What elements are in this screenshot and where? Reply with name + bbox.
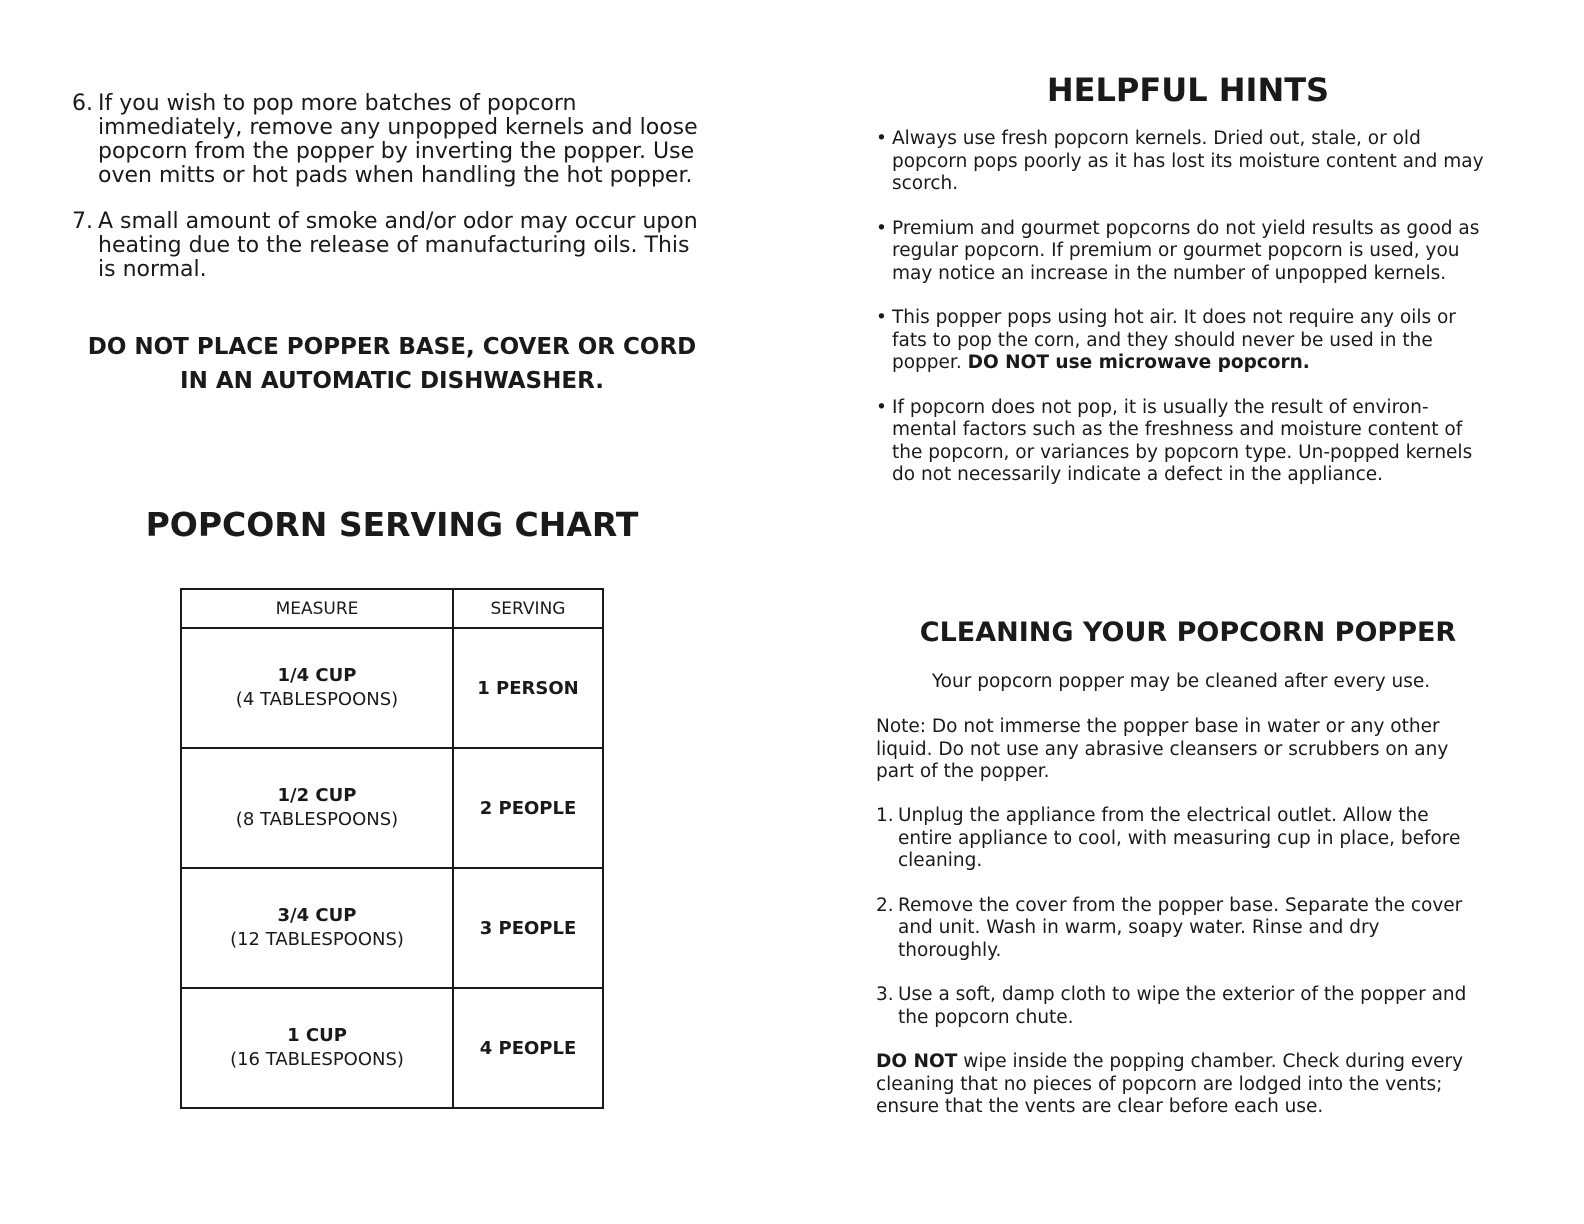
step-text: If you wish to pop more batches of popcorn immediately, remove any unpopped kernels and loose popcorn from the popper by inverting the popper. Use oven mitts or hot pads when handling the hot popper. xyxy=(98,91,698,188)
cleaning-intro: Your popcorn popper may be cleaned after every use. xyxy=(931,671,1431,692)
measure-cup: 1/4 CUP xyxy=(277,665,357,686)
measure-cup: 3/4 CUP xyxy=(277,905,357,926)
bullet-icon: • xyxy=(876,217,887,239)
serving-cell: 4 PEOPLE xyxy=(453,988,603,1108)
measure-cell xyxy=(181,628,453,748)
measure-cell xyxy=(181,868,453,988)
serving-chart-table xyxy=(180,588,604,1109)
hint-text: If popcorn does not pop, it is usually the result of environ-mental factors such as the freshness and moisture content of the popcorn, or variances by popcorn type. Un-popped kernels do not necessarily indicate a defect in the appliance. xyxy=(892,396,1473,485)
cleaning-step-3 xyxy=(876,984,1486,1029)
serving-cell: 3 PEOPLE xyxy=(453,868,603,988)
hint-text: Premium and gourmet popcorns do not yield results as good as regular popcorn. If premium or gourmet popcorn is used, you may notice an increase in the number of unpopped kernels. xyxy=(892,217,1480,284)
step-number: 2. xyxy=(876,894,894,916)
do-not-label: DO NOT xyxy=(876,1051,958,1072)
hint-item xyxy=(876,128,1486,196)
measure-cell xyxy=(181,988,453,1108)
final-cleaning-note xyxy=(876,1051,1486,1119)
step-number: 3. xyxy=(876,984,894,1005)
cleaning-title: CLEANING YOUR POPCORN POPPER xyxy=(919,617,1457,648)
cleaning-steps xyxy=(876,805,1486,1051)
helpful-hints-title: HELPFUL HINTS xyxy=(1046,71,1330,109)
step-number: 6. xyxy=(72,91,93,116)
cleaning-step-2 xyxy=(876,895,1486,963)
table-row xyxy=(181,628,603,748)
right-page xyxy=(792,0,1584,1224)
table-row xyxy=(181,748,603,868)
serving-cell: 1 PERSON xyxy=(453,628,603,748)
measure-tablespoons: (12 TABLESPOONS) xyxy=(230,929,404,950)
cleaning-step-1 xyxy=(876,805,1486,873)
measure-header: MEASURE xyxy=(181,589,453,628)
step-text: Use a soft, damp cloth to wipe the exterior of the popper and the popcorn chute. xyxy=(898,984,1467,1028)
measure-tablespoons: (4 TABLESPOONS) xyxy=(235,689,399,710)
table-row xyxy=(181,988,603,1108)
microwave-warning: DO NOT use microwave popcorn. xyxy=(967,352,1310,373)
measure-cup: 1 CUP xyxy=(287,1025,347,1046)
step-text: Remove the cover from the popper base. Separate the cover and unit. Wash in warm, soapy water. Rinse and dry thoroughly. xyxy=(898,894,1463,961)
serving-header: SERVING xyxy=(453,589,603,628)
step-text: A small amount of smoke and/or odor may occur upon heating due to the release of manufacturing oils. This is normal. xyxy=(98,209,698,282)
bullet-icon: • xyxy=(876,128,887,149)
final-note-text: wipe inside the popping chamber. Check during every cleaning that no pieces of popcorn are lodged into the vents; ensure that the vents are clear before each use. xyxy=(876,1051,1464,1117)
serving-cell: 2 PEOPLE xyxy=(453,748,603,868)
bullet-icon: • xyxy=(876,307,887,328)
measure-cell xyxy=(181,748,453,868)
instruction-steps xyxy=(72,92,712,304)
bullet-icon: • xyxy=(876,396,887,418)
cleaning-note: Note: Do not immerse the popper base in water or any other liquid. Do not use any abrasive cleansers or scrubbers on any part of the popper. xyxy=(876,716,1449,782)
hint-item xyxy=(876,218,1486,286)
measure-tablespoons: (16 TABLESPOONS) xyxy=(230,1049,404,1070)
serving-chart-title: POPCORN SERVING CHART xyxy=(145,505,639,544)
hint-text: This popper pops using hot air. It does not require any oils or fats to pop the corn, and they should never be used in the popper. xyxy=(892,307,1456,373)
hint-item xyxy=(876,307,1486,375)
dishwasher-warning: DO NOT PLACE POPPER BASE, COVER OR CORD IN AN AUTOMATIC DISHWASHER. xyxy=(87,334,697,394)
step-number: 1. xyxy=(876,805,894,826)
table-header-row xyxy=(181,589,603,628)
instruction-step-6 xyxy=(72,92,712,188)
instruction-step-7 xyxy=(72,210,712,282)
helpful-hints-list xyxy=(876,128,1486,509)
measure-cup: 1/2 CUP xyxy=(277,785,357,806)
hint-item xyxy=(876,397,1486,487)
table-row xyxy=(181,868,603,988)
step-text: Unplug the appliance from the electrical outlet. Allow the entire appliance to cool, with measuring cup in place, before cleaning. xyxy=(898,805,1461,871)
step-number: 7. xyxy=(72,209,93,234)
measure-tablespoons: (8 TABLESPOONS) xyxy=(235,809,399,830)
hint-text: Always use fresh popcorn kernels. Dried out, stale, or old popcorn pops poorly as it has lost its moisture content and may scorch. xyxy=(892,128,1484,194)
